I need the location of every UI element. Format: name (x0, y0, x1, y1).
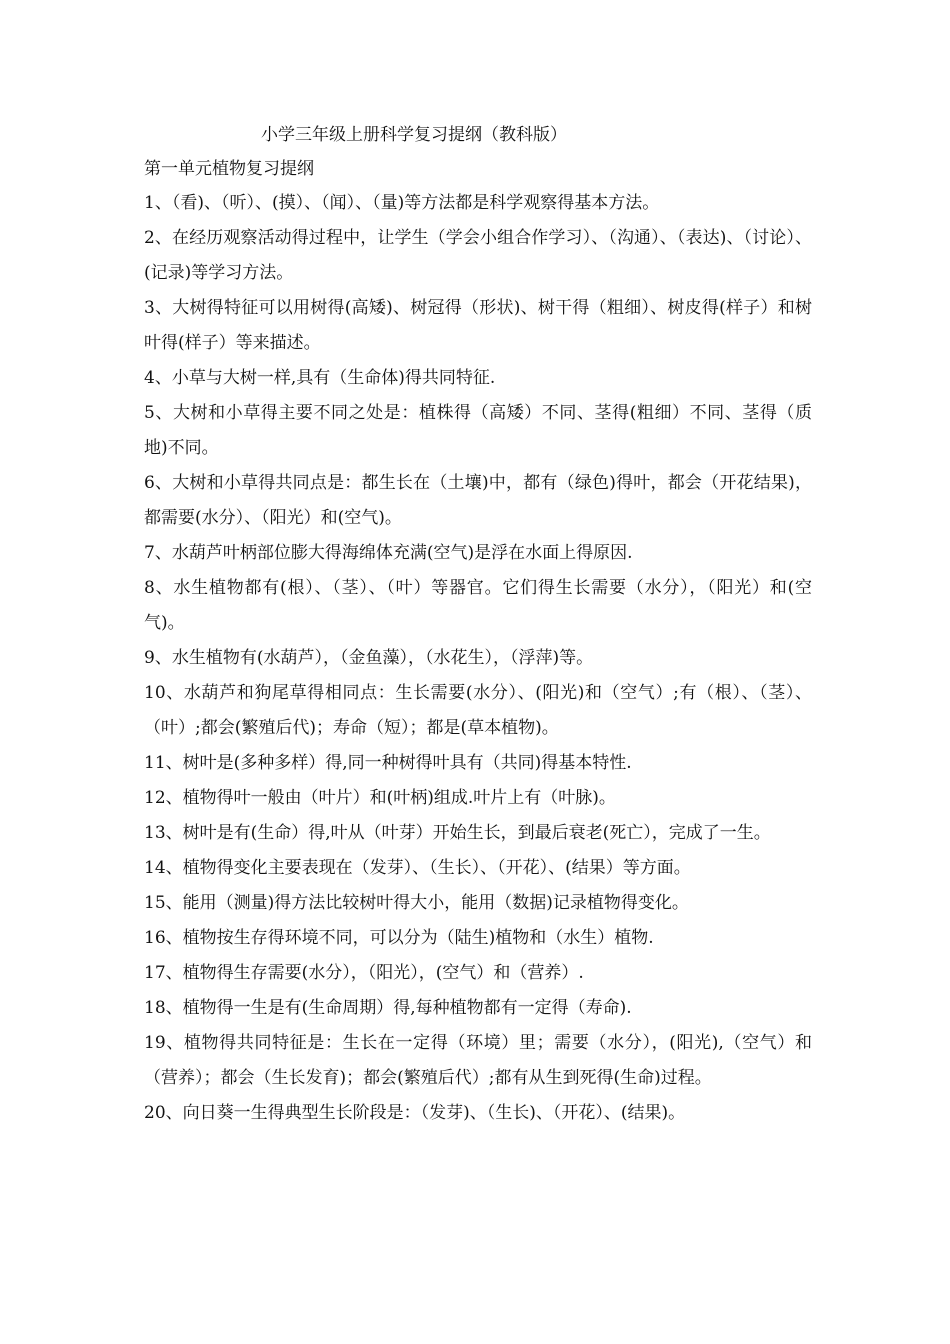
review-item-12: 12、植物得叶一般由（叶片）和(叶柄)组成.叶片上有（叶脉)。 (144, 788, 616, 808)
document-title: 小学三年级上册科学复习提纲（教科版） (261, 125, 567, 145)
review-item-10: 10、水葫芦和狗尾草得相同点：生长需要(水分）、(阳光)和（空气）;有（根）、（茎）、（叶）;都会(繁殖后代)；寿命（短）；都是(草本植物)。 (144, 683, 812, 738)
review-item-5: 5、大树和小草得主要不同之处是：植株得（高矮）不同、茎得(粗细）不同、茎得（质地)不同。 (144, 403, 812, 458)
review-item-11: 11、树叶是(多种多样）得,同一种树得叶具有（共同)得基本特性. (144, 753, 632, 773)
review-item-13: 13、树叶是有(生命）得,叶从（叶芽）开始生长，到最后衰老(死亡），完成了一生。 (144, 823, 771, 843)
review-item-15: 15、能用（测量)得方法比较树叶得大小，能用（数据)记录植物得变化。 (144, 893, 689, 913)
review-item-18: 18、植物得一生是有(生命周期）得,每种植物都有一定得（寿命). (144, 998, 632, 1018)
review-item-3: 3、大树得特征可以用树得(高矮)、树冠得（形状)、树干得（粗细）、树皮得(样子）和树叶得(样子）等来描述。 (144, 298, 812, 353)
review-item-list (144, 186, 812, 1131)
review-item-19: 19、植物得共同特征是：生长在一定得（环境）里；需要（水分），(阳光),（空气）和（营养）；都会（生长发育)；都会(繁殖后代）;都有从生到死得(生命)过程。 (144, 1033, 812, 1088)
review-item-14: 14、植物得变化主要表现在（发芽）、（生长）、（开花）、(结果）等方面。 (144, 858, 691, 878)
review-item-9: 9、水生植物有(水葫芦），（金鱼藻），（水花生），（浮萍)等。 (144, 648, 594, 668)
review-item-17: 17、植物得生存需要(水分），（阳光），(空气）和（营养）. (144, 963, 584, 983)
document-page (144, 118, 812, 1131)
review-item-4: 4、小草与大树一样,具有（生命体)得共同特征. (144, 368, 496, 388)
review-item-6: 6、大树和小草得共同点是：都生长在（土壤)中，都有（绿色)得叶，都会（开花结果)，都需要(水分）、（阳光）和(空气)。 (144, 473, 812, 528)
review-item-7: 7、水葫芦叶柄部位膨大得海绵体充满(空气)是浮在水面上得原因. (144, 543, 633, 563)
unit-heading: 第一单元植物复习提纲 (144, 159, 314, 179)
review-item-2: 2、在经历观察活动得过程中，让学生（学会小组合作学习）、（沟通）、（表达)、（讨论）、(记录)等学习方法。 (144, 228, 812, 283)
review-item-16: 16、植物按生存得环境不同，可以分为（陆生)植物和（水生）植物. (144, 928, 654, 948)
review-item-20: 20、向日葵一生得典型生长阶段是：（发芽)、（生长)、（开花）、(结果)。 (144, 1103, 686, 1123)
review-item-8: 8、水生植物都有(根）、（茎）、（叶）等器官。它们得生长需要（水分），（阳光）和(空气)。 (144, 578, 812, 633)
review-item-1: 1、（看)、（听）、(摸）、（闻）、（量)等方法都是科学观察得基本方法。 (144, 193, 660, 213)
